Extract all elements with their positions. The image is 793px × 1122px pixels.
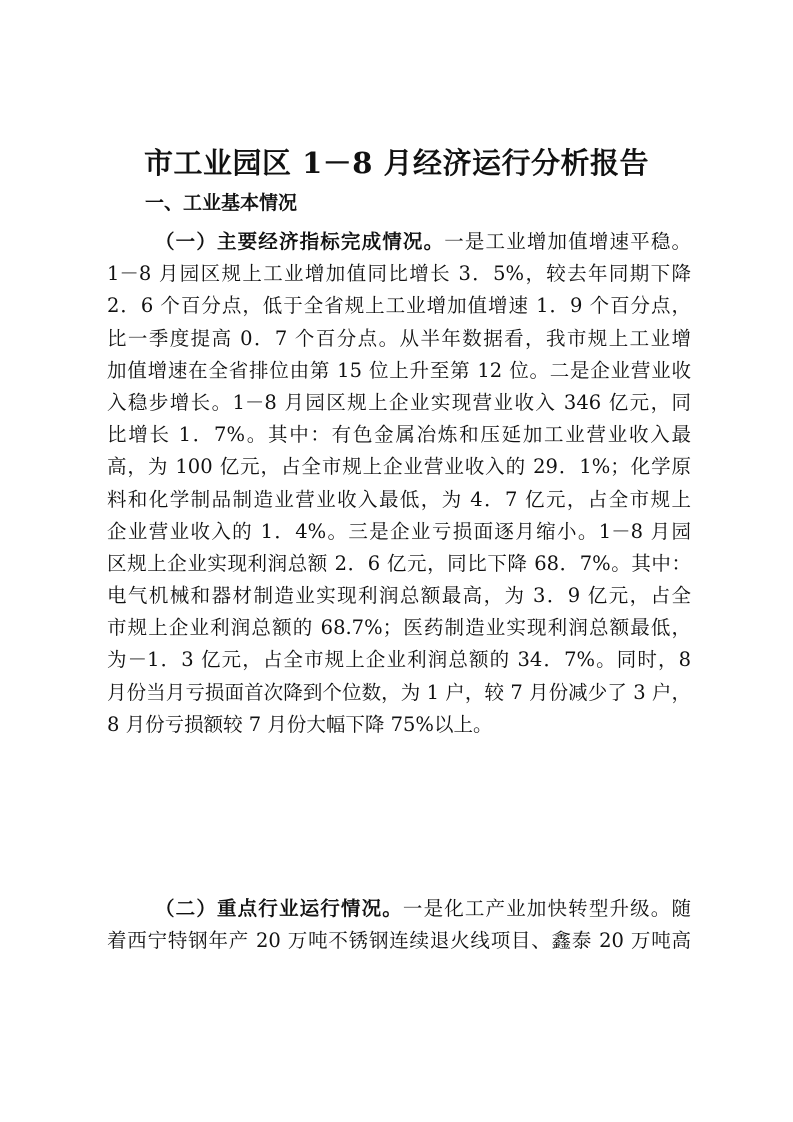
paragraph-lead: （二）重点行业运行情况。 [155, 897, 403, 920]
paragraph-line: 加值增速在全省排位由第 15 位上升至第 12 位。二是企业营业收 [107, 358, 691, 382]
paragraph-line [107, 893, 691, 925]
paragraph-line: 8 月份亏损额较 7 月份大幅下降 75%以上。 [107, 712, 493, 736]
paragraph-line: 电气机械和器材制造业实现利润总额最高，为 3．9 亿元，占全 [107, 584, 691, 608]
paragraph-line: 2．6 个百分点，低于全省规上工业增加值增速 1．9 个百分点， [107, 294, 691, 318]
paragraph-line: 比增长 1．7%。其中：有色金属冶炼和压延加工业营业收入最 [107, 423, 691, 447]
paragraph-line: 比一季度提高 0．7 个百分点。从半年数据看，我市规上工业增 [107, 326, 691, 350]
section-heading: 一、工业基本情况 [145, 192, 298, 214]
paragraph-line: 料和化学制品制造业营业收入最低，为 4．7 亿元，占全市规上 [107, 487, 691, 511]
paragraph-line: 企业营业收入的 1．4%。三是企业亏损面逐月缩小。1－8 月园 [107, 519, 691, 543]
paragraph-line: 着西宁特钢年产 20 万吨不锈钢连续退火线项目、鑫泰 20 万吨高 [107, 929, 691, 953]
paragraph-text: 一是化工产业加快转型升级。随 [402, 897, 691, 920]
paragraph-line: 1－8 月园区规上工业增加值同比增长 3．5%，较去年同期下降 [107, 262, 691, 286]
paragraph-line: 高，为 100 亿元，占全市规上企业营业收入的 29．1%；化学原 [107, 455, 691, 479]
paragraph-line: 区规上企业实现利润总额 2．6 亿元，同比下降 68．7%。其中： [107, 551, 691, 575]
paragraph-main-indicators [107, 226, 691, 741]
paragraph-key-industries [107, 893, 691, 957]
paragraph-line: 市规上企业利润总额的 68.7%；医药制造业实现利润总额最低， [107, 616, 691, 640]
paragraph-lead: （一）主要经济指标完成情况。 [155, 230, 445, 253]
document-title: 市工业园区 1－8 月经济运行分析报告 [143, 146, 650, 180]
paragraph-text: 一是工业增加值增速平稳。 [444, 230, 691, 253]
paragraph-line [107, 226, 691, 258]
paragraph-line: 月份当月亏损面首次降到个位数，为 1 户，较 7 月份减少了 3 户， [107, 680, 691, 704]
paragraph-line: 为－1．3 亿元，占全市规上企业利润总额的 34．7%。同时，8 [107, 648, 691, 672]
paragraph-line: 入稳步增长。1－8 月园区规上企业实现营业收入 346 亿元，同 [107, 390, 691, 414]
